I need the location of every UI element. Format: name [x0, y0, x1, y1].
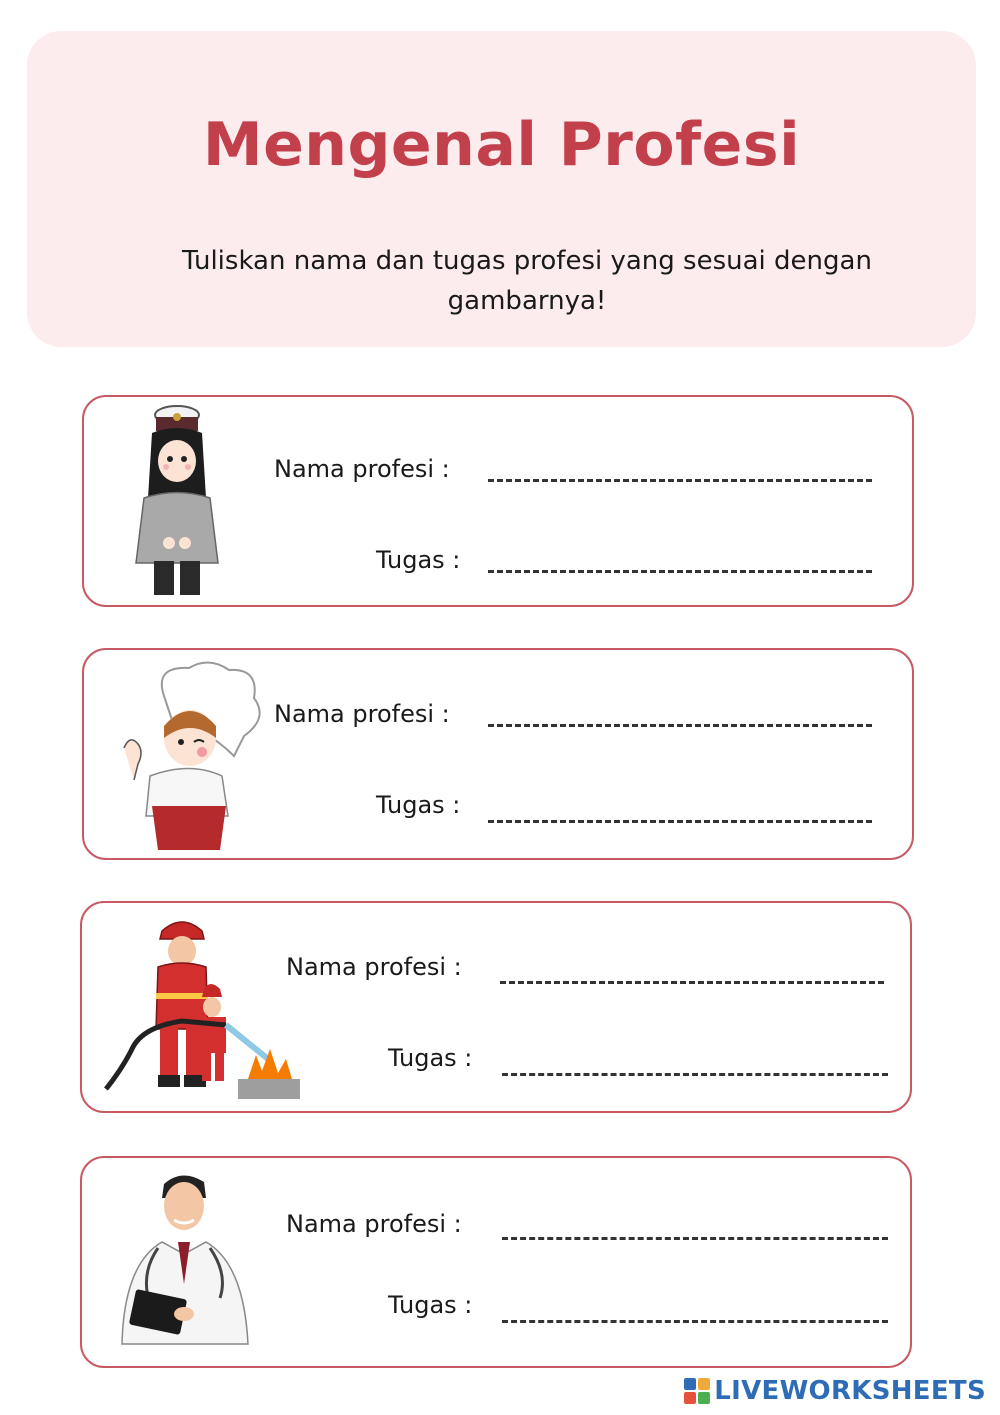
- task-label: Tugas :: [376, 546, 461, 574]
- police-officer-illustration: [94, 403, 309, 599]
- chef-illustration: [94, 656, 309, 852]
- task-input[interactable]: [488, 542, 876, 576]
- task-input[interactable]: [502, 1292, 892, 1326]
- profession-card-3: [80, 901, 912, 1113]
- profession-card-1: [82, 395, 914, 607]
- task-label: Tugas :: [388, 1044, 473, 1072]
- instruction-text: Tuliskan nama dan tugas profesi yang sesuai dengan gambarnya!: [182, 246, 872, 316]
- profession-name-label: Nama profesi :: [286, 953, 462, 981]
- page-title: Mengenal Profesi: [202, 110, 801, 180]
- firefighter-illustration: [92, 909, 307, 1105]
- task-label: Tugas :: [388, 1291, 473, 1319]
- profession-name-label: Nama profesi :: [274, 455, 450, 483]
- task-input[interactable]: [488, 792, 876, 826]
- task-input[interactable]: [502, 1045, 892, 1079]
- task-label: Tugas :: [376, 791, 461, 819]
- profession-name-label: Nama profesi :: [286, 1210, 462, 1238]
- profession-card-2: [82, 648, 914, 860]
- profession-name-input[interactable]: [488, 451, 876, 485]
- header-panel: [27, 31, 976, 347]
- liveworksheets-logo[interactable]: [684, 1375, 986, 1407]
- profession-card-4: [80, 1156, 912, 1368]
- profession-name-input[interactable]: [502, 1209, 892, 1243]
- liveworksheets-logo-icon: [684, 1378, 710, 1404]
- logo-text: LIVEWORKSHEETS: [714, 1376, 986, 1406]
- profession-name-label: Nama profesi :: [274, 700, 450, 728]
- profession-name-input[interactable]: [488, 696, 876, 730]
- doctor-illustration: [92, 1164, 307, 1360]
- profession-name-input[interactable]: [500, 953, 888, 987]
